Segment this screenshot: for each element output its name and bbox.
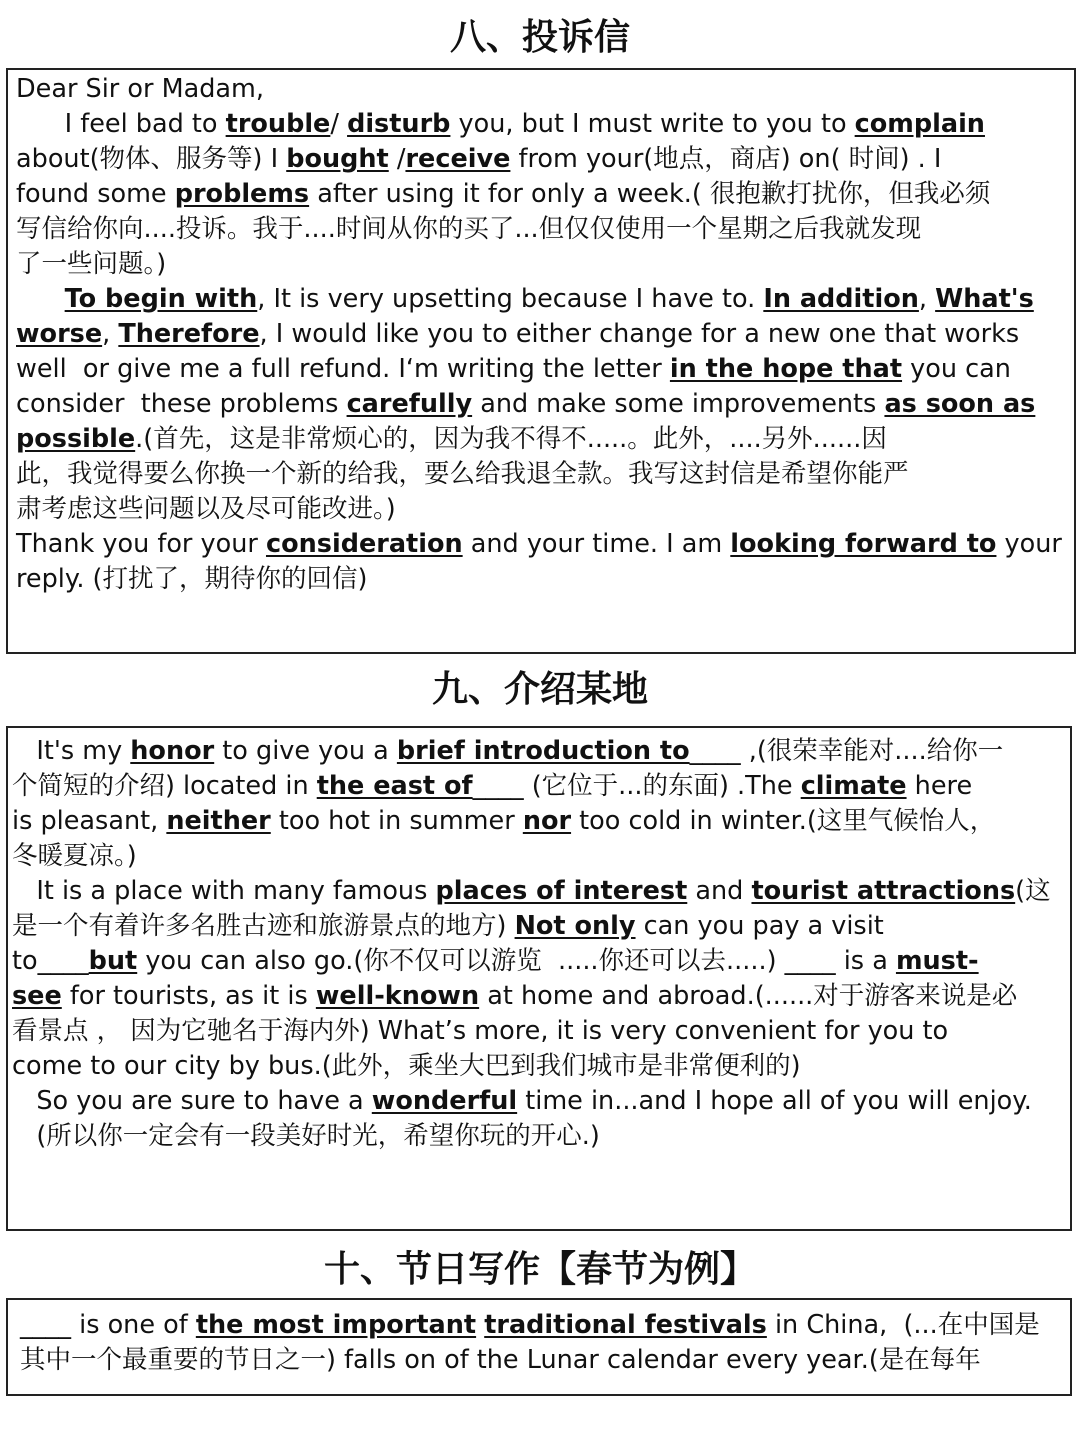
text-run: in China, (...在中国是 (766, 1310, 1040, 1340)
text-run: well or give me a full refund. I‘m writing the letter (16, 354, 670, 384)
text-run: here (906, 771, 973, 801)
key-phrase: Therefore (118, 319, 260, 349)
text-run: So you are sure to have a (12, 1086, 372, 1116)
text-line (12, 734, 1066, 769)
text-line (16, 107, 1066, 142)
key-phrase: possible (16, 424, 136, 454)
text-run: about(物体、服务等) I (16, 144, 287, 174)
festival-writing-box (6, 1298, 1072, 1396)
text-line (12, 979, 1066, 1014)
key-phrase: To begin with (64, 284, 258, 314)
key-phrase: Not only (514, 911, 636, 941)
key-phrase: as soon as (884, 389, 1036, 419)
text-run: , (918, 284, 936, 314)
text-line (16, 212, 1066, 247)
text-run: It's my (12, 736, 131, 766)
text-run: can you pay a visit (635, 911, 884, 941)
key-phrase: the east of (316, 771, 473, 801)
key-phrase: consideration (265, 529, 463, 559)
text-run: your (996, 529, 1062, 559)
text-line (12, 804, 1066, 839)
text-run: 了一些问题。) (16, 249, 167, 279)
text-run: and (687, 876, 752, 906)
text-run: from your(地点，商店) on( 时间) . I (510, 144, 942, 174)
text-run: .(首先，这是非常烦心的，因为我不得不.....。此外，....另外......因 (135, 424, 887, 454)
key-phrase: disturb (347, 109, 451, 139)
key-phrase: see (12, 981, 62, 1011)
key-phrase: brief introduction to (396, 736, 690, 766)
key-phrase: In addition (763, 284, 919, 314)
text-run: 是一个有着许多名胜古迹和旅游景点的地方) (12, 911, 515, 941)
text-run: / (388, 144, 406, 174)
text-run: at home and abroad.(......对于游客来说是必 (479, 981, 1018, 1011)
text-line (16, 72, 1066, 107)
text-run: you can (902, 354, 1011, 384)
text-run: to give you a (214, 736, 397, 766)
text-run: ____ is one of (20, 1310, 196, 1340)
text-run: time in...and I hope all of you will enjoy. (517, 1086, 1032, 1116)
text-run: too cold in winter.(这里气候怡人， (571, 806, 996, 836)
text-run: 看景点 ， 因为它驰名于海内外) What’s more, it is very convenient for you to (12, 1016, 949, 1046)
text-run: , It is very upsetting because I have to. (257, 284, 764, 314)
text-run: and make some improvements (472, 389, 885, 419)
text-run: to____ (12, 946, 89, 976)
section-8-title: 八、投诉信 (449, 17, 630, 58)
key-phrase: tourist attractions (751, 876, 1016, 906)
text-run: ____ (它位于...的东面) .The (472, 771, 801, 801)
text-run: 肃考虑这些问题以及尽可能改进。) (16, 494, 396, 524)
text-line (12, 769, 1066, 804)
key-phrase: carefully (346, 389, 473, 419)
text-line (16, 317, 1066, 352)
text-line (12, 1014, 1066, 1049)
text-run: , I would like you to either change for a new one that works (259, 319, 1020, 349)
text-run: (所以你一定会有一段美好时光，希望你玩的开心.) (12, 1121, 600, 1151)
text-run: (这 (1015, 876, 1051, 906)
key-phrase: What's (935, 284, 1034, 314)
text-run: Thank you for your (16, 529, 266, 559)
section-10-title: 十、节日写作【春节为例】 (323, 1249, 756, 1290)
text-run: 冬暖夏凉。) (12, 841, 137, 871)
text-line (12, 839, 1066, 874)
text-run (476, 1310, 484, 1340)
festival-writing-text (8, 1300, 1070, 1378)
place-intro-box (6, 726, 1072, 1231)
text-line (12, 1084, 1066, 1119)
text-run: consider these problems (16, 389, 347, 419)
text-run: after using it for only a week.( 很抱歉打扰你，但我必须 (309, 179, 991, 209)
text-line (12, 874, 1066, 909)
text-run (16, 284, 65, 314)
key-phrase: problems (174, 179, 310, 209)
key-phrase: must- (895, 946, 979, 976)
text-run: , (102, 319, 119, 349)
text-run: 此，我觉得要么你换一个新的给我，要么给我退全款。我写这封信是希望你能严 (16, 459, 909, 489)
text-line (16, 247, 1066, 282)
text-run: I feel bad to (16, 109, 226, 139)
text-line (16, 562, 1066, 597)
key-phrase: receive (405, 144, 511, 174)
text-line (12, 909, 1066, 944)
key-phrase: the most important (195, 1310, 477, 1340)
text-run: for tourists, as it is (61, 981, 316, 1011)
text-line (16, 527, 1066, 562)
text-line (16, 387, 1066, 422)
text-run: 个简短的介绍) located in (12, 771, 317, 801)
text-run: and your time. I am (462, 529, 731, 559)
text-line (16, 352, 1066, 387)
key-phrase: but (88, 946, 138, 976)
section-9-title: 九、介绍某地 (431, 669, 648, 710)
complaint-letter-text (8, 70, 1074, 597)
text-run: you can also go.(你不仅可以游览 .....你还可以去.....) ____ is a (137, 946, 896, 976)
text-line (20, 1343, 1058, 1378)
place-intro-text (8, 728, 1070, 1154)
text-run: is pleasant, (12, 806, 167, 836)
text-line (12, 1049, 1066, 1084)
text-run: ____ ,(很荣幸能对....给你一 (689, 736, 1004, 766)
key-phrase: climate (800, 771, 907, 801)
text-line (12, 1119, 1066, 1154)
text-line (16, 457, 1066, 492)
text-run: Dear Sir or Madam, (16, 74, 264, 104)
text-run: come to our city by bus.(此外，乘坐大巴到我们城市是非常便利的) (12, 1051, 801, 1081)
key-phrase: complain (854, 109, 985, 139)
key-phrase: trouble (225, 109, 331, 139)
text-line (16, 142, 1066, 177)
key-phrase: well-known (315, 981, 480, 1011)
complaint-letter-box (6, 68, 1076, 654)
key-phrase: honor (130, 736, 215, 766)
text-run: 写信给你向....投诉。我于....时间从你的买了...但仅仅使用一个星期之后我就发现 (16, 214, 922, 244)
key-phrase: worse (16, 319, 103, 349)
text-line (20, 1308, 1058, 1343)
text-run: too hot in summer (270, 806, 523, 836)
key-phrase: in the hope that (669, 354, 903, 384)
key-phrase: bought (286, 144, 389, 174)
key-phrase: nor (522, 806, 572, 836)
text-run: / (330, 109, 348, 139)
text-line (16, 282, 1066, 317)
text-run: 其中一个最重要的节日之一) falls on of the Lunar calendar every year.(是在每年 (20, 1345, 981, 1375)
key-phrase: looking forward to (730, 529, 997, 559)
key-phrase: wonderful (371, 1086, 518, 1116)
key-phrase: places of interest (435, 876, 688, 906)
text-line (16, 492, 1066, 527)
text-run: It is a place with many famous (12, 876, 436, 906)
key-phrase: neither (166, 806, 271, 836)
text-run: reply. (打扰了，期待你的回信) (16, 564, 368, 594)
text-line (16, 422, 1066, 457)
key-phrase: traditional festivals (484, 1310, 767, 1340)
text-run: found some (16, 179, 175, 209)
text-run: you, but I must write to you to (450, 109, 855, 139)
text-line (16, 177, 1066, 212)
text-line (12, 944, 1066, 979)
